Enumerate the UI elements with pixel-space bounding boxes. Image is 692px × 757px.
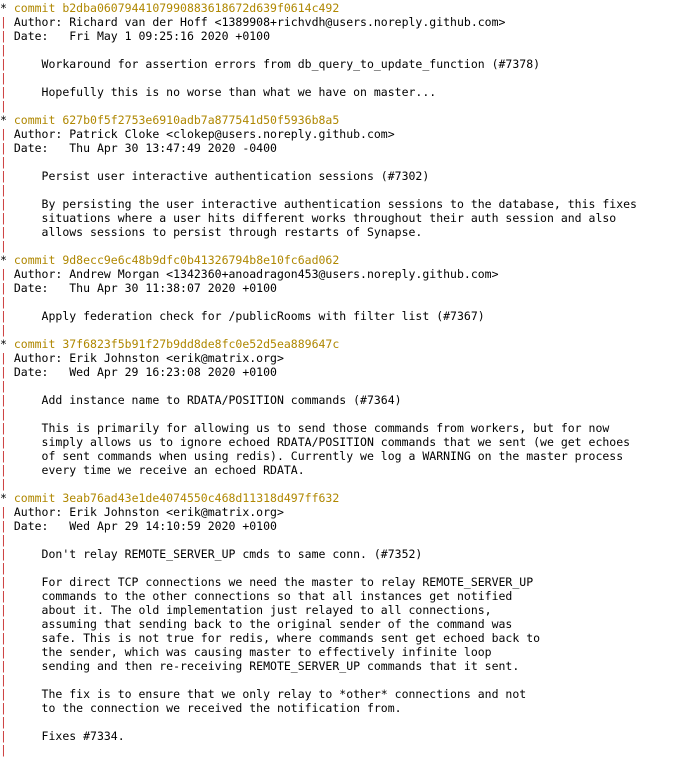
commit-message-text: commands to the other connections so that all instances get notified: [6, 589, 513, 603]
commit-message-line: [0, 575, 692, 589]
graph-pipe-glyph: |: [0, 197, 7, 211]
date-value: Thu Apr 30 11:38:07 2020 +0100: [69, 281, 277, 295]
graph-pipe-glyph: |: [0, 239, 7, 253]
commit-message-line: [0, 393, 692, 407]
commit-message-text: every time we receive an echoed RDATA.: [6, 463, 305, 477]
commit-hash: 627b0f5f2753e6910adb7a877541d50f5936b8a5: [62, 113, 340, 127]
date-label: Date:: [6, 141, 70, 155]
author-value: Erik Johnston <erik@matrix.org>: [69, 505, 284, 519]
graph-pipe-glyph: |: [0, 393, 7, 407]
graph-spacer-line: [0, 183, 692, 197]
graph-pipe-glyph: |: [0, 379, 7, 393]
graph-spacer-line: [0, 239, 692, 253]
graph-pipe-glyph: |: [0, 743, 7, 757]
commit-message-line: [0, 603, 692, 617]
graph-node-glyph: *: [0, 113, 14, 127]
graph-spacer-line: [0, 323, 692, 337]
commit-message-line: [0, 729, 692, 743]
author-label: Author:: [6, 351, 70, 365]
date-value: Fri May 1 09:25:16 2020 +0100: [69, 29, 271, 43]
graph-pipe-glyph: |: [0, 267, 7, 281]
date-label: Date:: [6, 29, 70, 43]
graph-pipe-glyph: |: [0, 225, 7, 239]
date-value: Wed Apr 29 16:23:08 2020 +0100: [69, 365, 277, 379]
commit-message-line: [0, 435, 692, 449]
commit-hash: 9d8ecc9e6c48b9dfc0b41326794b8e10fc6ad062: [62, 253, 340, 267]
date-label: Date:: [6, 365, 70, 379]
graph-spacer-line: [0, 379, 692, 393]
graph-pipe-glyph: |: [0, 659, 7, 673]
commit-message-text: Workaround for assertion errors from db_query_to_update_function (#7378): [6, 57, 541, 71]
commit-message-text: allows sessions to persist through restarts of Synapse.: [6, 225, 423, 239]
author-label: Author:: [6, 267, 70, 281]
commit-message-text: to the connection we received the notification from.: [6, 701, 402, 715]
author-value: Andrew Morgan <1342360+anoadragon453@users.noreply.github.com>: [69, 267, 499, 281]
commit-message-text: assuming that sending back to the original sender of the command was: [6, 617, 513, 631]
commit-hash: 3eab76ad43e1de4074550c468d11318d497ff632: [62, 491, 340, 505]
author-value: Patrick Cloke <clokep@users.noreply.github.com>: [69, 127, 395, 141]
graph-node-glyph: *: [0, 253, 14, 267]
commit-message-line: [0, 687, 692, 701]
commit-message-text: about it. The old implementation just relayed to all connections,: [6, 603, 492, 617]
commit-header-line: [0, 337, 692, 351]
graph-spacer-line: [0, 715, 692, 729]
graph-spacer-line: [0, 71, 692, 85]
commit-message-line: [0, 197, 692, 211]
graph-spacer-line: [0, 477, 692, 491]
graph-pipe-glyph: |: [0, 71, 7, 85]
commit-message-text: of sent commands when using redis). Currently we log a WARNING on the master process: [6, 449, 624, 463]
commit-header-line: [0, 113, 692, 127]
commit-header-line: [0, 1, 692, 15]
commit-message-line: [0, 421, 692, 435]
graph-pipe-glyph: |: [0, 603, 7, 617]
graph-pipe-glyph: |: [0, 547, 7, 561]
date-value: Wed Apr 29 14:10:59 2020 +0100: [69, 519, 277, 533]
graph-spacer-line: [0, 155, 692, 169]
commit-message-line: [0, 85, 692, 99]
graph-node-glyph: *: [0, 491, 14, 505]
graph-pipe-glyph: |: [0, 99, 7, 113]
commit-message-line: [0, 309, 692, 323]
graph-pipe-glyph: |: [0, 477, 7, 491]
commit-message-line: [0, 463, 692, 477]
graph-pipe-glyph: |: [0, 15, 7, 29]
commit-label: commit: [13, 253, 63, 267]
graph-spacer-line: [0, 99, 692, 113]
graph-spacer-line: [0, 295, 692, 309]
commit-label: commit: [13, 113, 63, 127]
author-line: [0, 505, 692, 519]
date-line: [0, 141, 692, 155]
date-line: [0, 519, 692, 533]
author-line: [0, 267, 692, 281]
commit-message-text: This is primarily for allowing us to send those commands from workers, but for now: [6, 421, 610, 435]
graph-spacer-line: [0, 533, 692, 547]
commit-message-line: [0, 449, 692, 463]
date-line: [0, 281, 692, 295]
commit-message-text: By persisting the user interactive authentication sessions to the database, this fixes: [6, 197, 637, 211]
graph-pipe-glyph: |: [0, 561, 7, 575]
commit-message-text: Don't relay REMOTE_SERVER_UP cmds to same conn. (#7352): [6, 547, 423, 561]
date-value: Thu Apr 30 13:47:49 2020 -0400: [69, 141, 277, 155]
commit-message-line: [0, 169, 692, 183]
author-label: Author:: [6, 15, 70, 29]
graph-pipe-glyph: |: [0, 29, 7, 43]
graph-pipe-glyph: |: [0, 449, 7, 463]
graph-pipe-glyph: |: [0, 589, 7, 603]
graph-spacer-line: [0, 561, 692, 575]
graph-pipe-glyph: |: [0, 183, 7, 197]
graph-pipe-glyph: |: [0, 575, 7, 589]
date-line: [0, 29, 692, 43]
commit-label: commit: [13, 1, 63, 15]
commit-message-line: [0, 225, 692, 239]
graph-pipe-glyph: |: [0, 519, 7, 533]
graph-pipe-glyph: |: [0, 435, 7, 449]
commit-message-text: For direct TCP connections we need the master to relay REMOTE_SERVER_UP: [6, 575, 534, 589]
commit-header-line: [0, 253, 692, 267]
commit-message-line: [0, 57, 692, 71]
commit-hash: 37f6823f5b91f27b9dd8de8fc0e52d5ea889647c: [62, 337, 340, 351]
graph-pipe-glyph: |: [0, 169, 7, 183]
graph-pipe-glyph: |: [0, 57, 7, 71]
graph-pipe-glyph: |: [0, 463, 7, 477]
graph-pipe-glyph: |: [0, 295, 7, 309]
graph-pipe-glyph: |: [0, 155, 7, 169]
commit-message-text: The fix is to ensure that we only relay to *other* connections and not: [6, 687, 527, 701]
graph-pipe-glyph: |: [0, 211, 7, 225]
graph-pipe-glyph: |: [0, 505, 7, 519]
graph-pipe-glyph: |: [0, 701, 7, 715]
graph-spacer-line: [0, 743, 692, 757]
commit-message-text: the sender, which was causing master to effectively infinite loop: [6, 645, 492, 659]
graph-pipe-glyph: |: [0, 715, 7, 729]
commit-label: commit: [13, 337, 63, 351]
graph-pipe-glyph: |: [0, 687, 7, 701]
date-line: [0, 365, 692, 379]
commit-message-text: Apply federation check for /publicRooms with filter list (#7367): [6, 309, 485, 323]
commit-message-line: [0, 589, 692, 603]
author-value: Erik Johnston <erik@matrix.org>: [69, 351, 284, 365]
date-label: Date:: [6, 281, 70, 295]
graph-pipe-glyph: |: [0, 729, 7, 743]
graph-pipe-glyph: |: [0, 127, 7, 141]
date-label: Date:: [6, 519, 70, 533]
commit-message-text: Hopefully this is no worse than what we have on master...: [6, 85, 437, 99]
commit-label: commit: [13, 491, 63, 505]
author-line: [0, 15, 692, 29]
commit-message-line: [0, 701, 692, 715]
graph-pipe-glyph: |: [0, 673, 7, 687]
commit-message-text: sending and then re-receiving REMOTE_SERVER_UP commands that it sent.: [6, 659, 520, 673]
graph-pipe-glyph: |: [0, 309, 7, 323]
author-value: Richard van der Hoff <1389908+richvdh@users.noreply.github.com>: [69, 15, 506, 29]
commit-message-line: [0, 547, 692, 561]
graph-pipe-glyph: |: [0, 533, 7, 547]
graph-pipe-glyph: |: [0, 407, 7, 421]
commit-message-text: situations where a user hits different works throughout their auth session and also: [6, 211, 617, 225]
author-label: Author:: [6, 127, 70, 141]
commit-message-text: simply allows us to ignore echoed RDATA/POSITION commands that we sent (we get echoes: [6, 435, 631, 449]
graph-pipe-glyph: |: [0, 365, 7, 379]
author-line: [0, 351, 692, 365]
commit-hash: b2dba0607944107990883618672d639f0614c492: [62, 1, 340, 15]
commit-message-text: safe. This is not true for redis, where commands sent get echoed back to: [6, 631, 541, 645]
commit-message-line: [0, 631, 692, 645]
graph-pipe-glyph: |: [0, 421, 7, 435]
graph-spacer-line: [0, 43, 692, 57]
commit-header-line: [0, 491, 692, 505]
graph-pipe-glyph: |: [0, 351, 7, 365]
commit-message-text: Fixes #7334.: [6, 729, 125, 743]
graph-pipe-glyph: |: [0, 85, 7, 99]
commit-message-text: Add instance name to RDATA/POSITION commands (#7364): [6, 393, 402, 407]
author-line: [0, 127, 692, 141]
commit-message-line: [0, 211, 692, 225]
graph-node-glyph: *: [0, 337, 14, 351]
graph-spacer-line: [0, 407, 692, 421]
graph-pipe-glyph: |: [0, 631, 7, 645]
graph-spacer-line: [0, 673, 692, 687]
graph-pipe-glyph: |: [0, 323, 7, 337]
graph-pipe-glyph: |: [0, 43, 7, 57]
commit-message-line: [0, 645, 692, 659]
commit-message-line: [0, 659, 692, 673]
commit-message-line: [0, 617, 692, 631]
author-label: Author:: [6, 505, 70, 519]
graph-pipe-glyph: |: [0, 617, 7, 631]
graph-pipe-glyph: |: [0, 141, 7, 155]
graph-node-glyph: *: [0, 1, 14, 15]
graph-pipe-glyph: |: [0, 645, 7, 659]
graph-pipe-glyph: |: [0, 281, 7, 295]
commit-message-text: Persist user interactive authentication sessions (#7302): [6, 169, 430, 183]
